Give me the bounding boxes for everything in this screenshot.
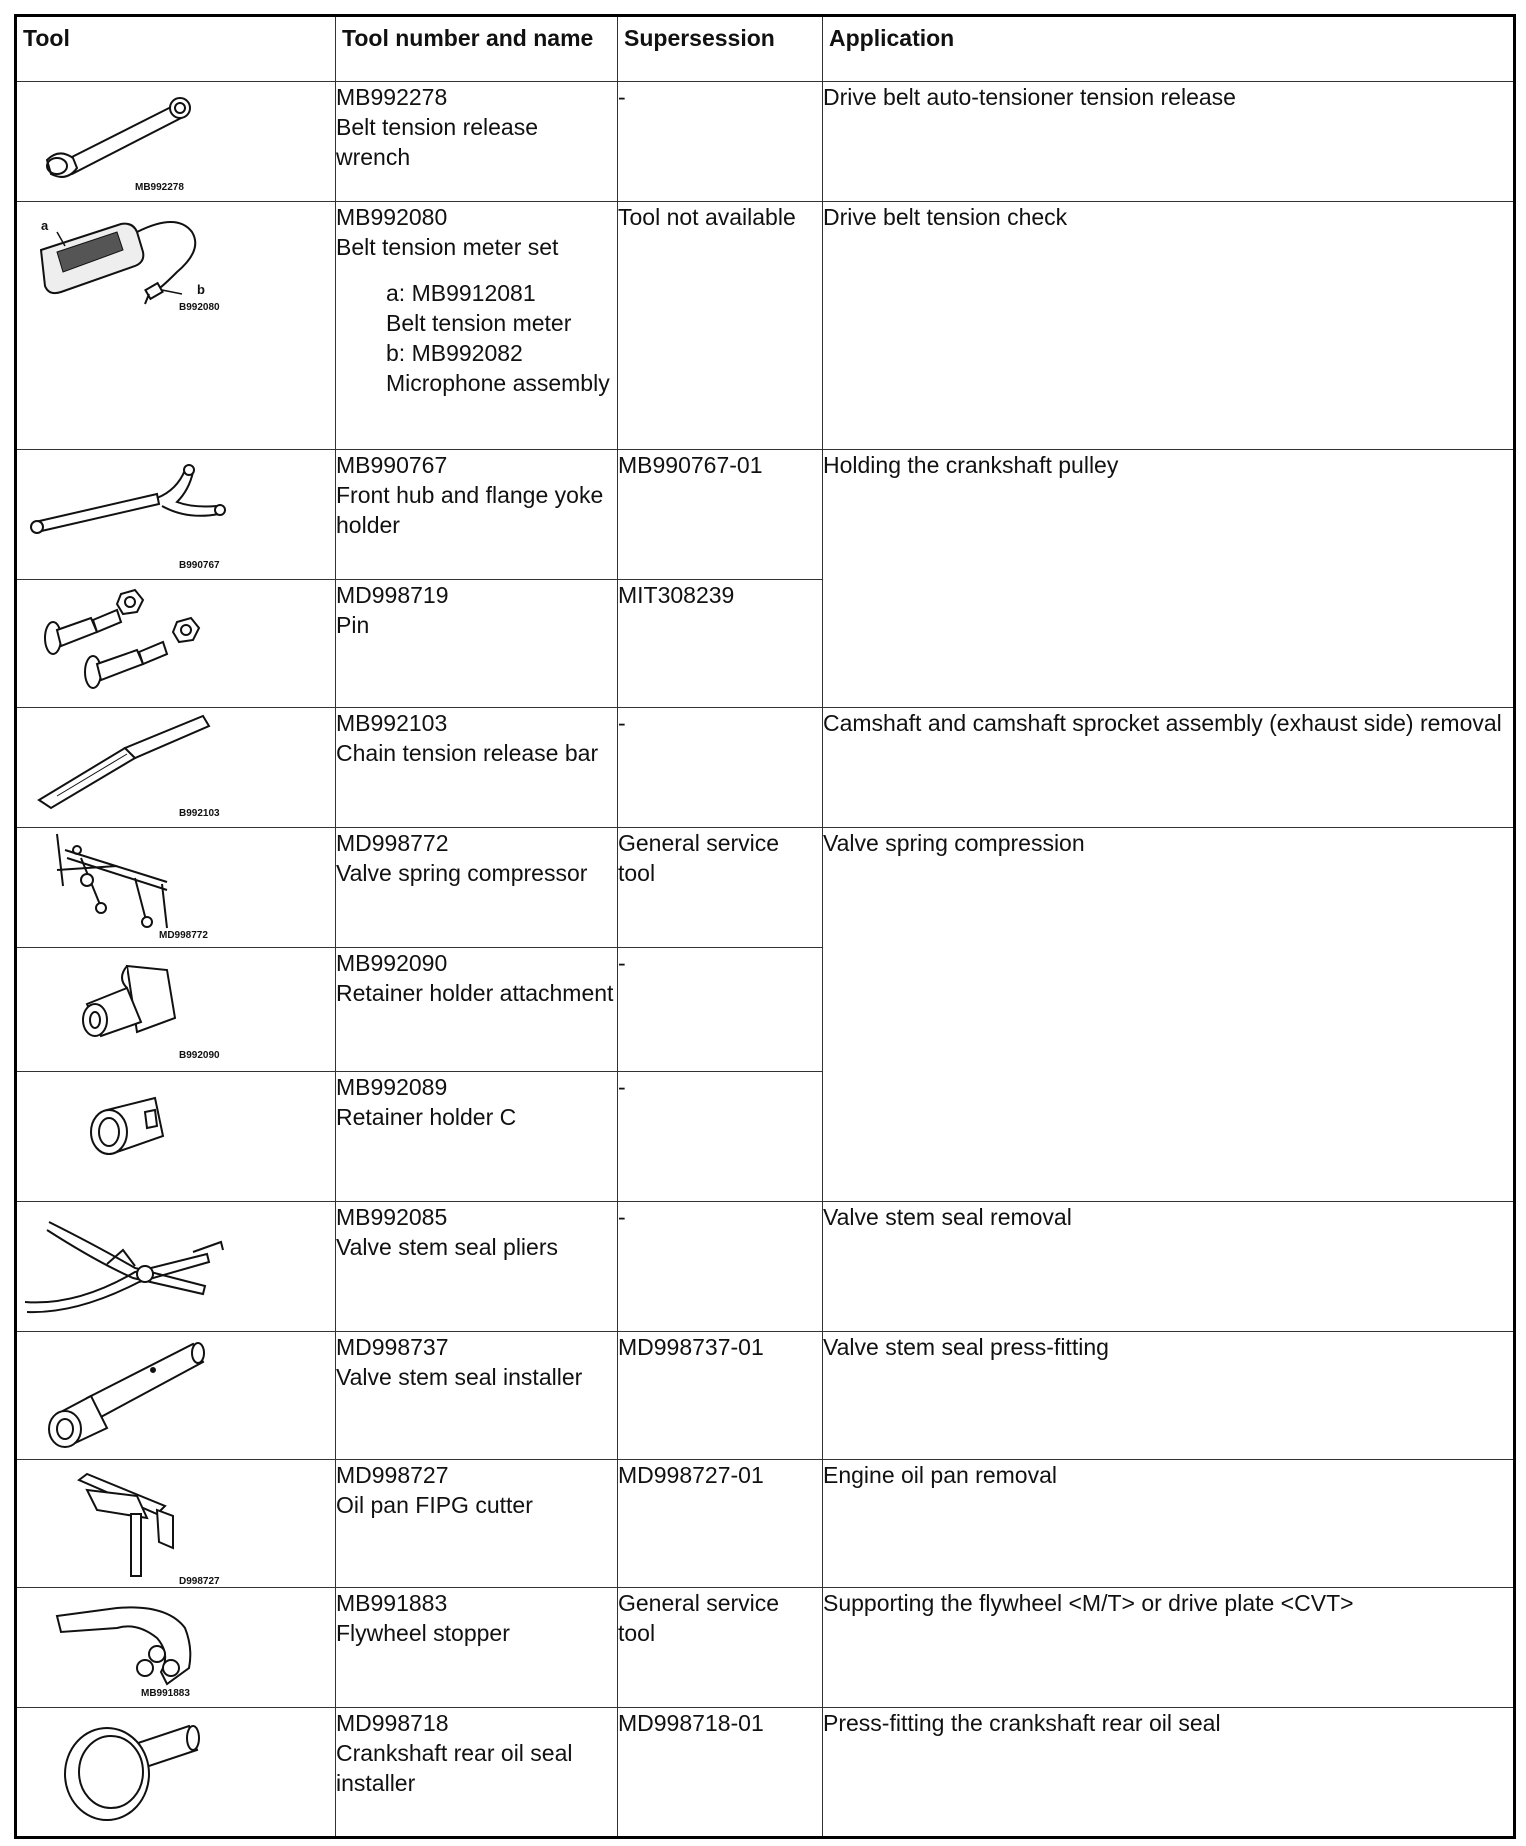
component-b-code: b: MB992082: [386, 340, 523, 366]
tool-image-cell: [16, 580, 336, 708]
application-cell: Valve stem seal press-fitting: [823, 1332, 1515, 1460]
flywheel-stopper-icon: [17, 1588, 217, 1698]
tool-number: MD998772: [336, 830, 449, 856]
chain-tension-release-bar-icon: [17, 708, 237, 818]
header-tool: Tool: [16, 16, 336, 82]
supersession-cell: -: [618, 1202, 823, 1332]
tool-image-cell: [16, 948, 336, 1072]
tool-image-cell: [16, 1460, 336, 1588]
retainer-holder-attachment-icon: [17, 948, 217, 1058]
tool-image-cell: [16, 1072, 336, 1202]
tool-number-and-name-cell: [336, 1708, 618, 1838]
table-row: [16, 1202, 1515, 1332]
special-tools-table: [14, 14, 1516, 1839]
application-cell: Engine oil pan removal: [823, 1460, 1515, 1588]
application-cell: Press-fitting the crankshaft rear oil seal: [823, 1708, 1515, 1838]
oil-seal-installer-icon: [17, 1708, 217, 1826]
application-cell: Drive belt auto-tensioner tension release: [823, 82, 1515, 202]
supersession-cell: -: [618, 708, 823, 828]
table-row: [16, 1708, 1515, 1838]
tool-number: MB992090: [336, 950, 448, 976]
tool-image-caption: B992090: [179, 1050, 220, 1061]
application-cell: Valve stem seal removal: [823, 1202, 1515, 1332]
tool-image-cell: [16, 828, 336, 948]
tool-name: Valve stem seal pliers: [336, 1234, 558, 1260]
tool-number-and-name-cell: [336, 202, 618, 450]
tool-number: MB992080: [336, 204, 448, 230]
table-row: [16, 828, 1515, 948]
valve-stem-seal-pliers-icon: [17, 1202, 237, 1322]
tool-number: MB990767: [336, 452, 448, 478]
tool-image-caption: MB991883: [141, 1688, 190, 1699]
tool-image-cell: [16, 1708, 336, 1838]
tool-number-and-name-cell: [336, 708, 618, 828]
tool-number-and-name-cell: [336, 1460, 618, 1588]
tool-name: Belt tension release wrench: [336, 114, 539, 170]
supersession-cell: MD998737-01: [618, 1332, 823, 1460]
tool-name: Valve stem seal installer: [336, 1364, 583, 1390]
oil-pan-cutter-icon: [17, 1460, 217, 1578]
application-cell: Supporting the flywheel <M/T> or drive plate <CVT>: [823, 1588, 1515, 1708]
tool-number-and-name-cell: [336, 1202, 618, 1332]
tool-name: Chain tension release bar: [336, 740, 599, 766]
tool-number: MD998718: [336, 1710, 449, 1736]
yoke-holder-icon: [17, 450, 247, 560]
table-row: [16, 708, 1515, 828]
tool-number-and-name-cell: [336, 828, 618, 948]
tool-number-and-name-cell: [336, 1072, 618, 1202]
component-a-code: a: MB9912081: [386, 280, 536, 306]
supersession-cell: -: [618, 948, 823, 1072]
header-tool-number-and-name: Tool number and name: [336, 16, 618, 82]
table-row: [16, 450, 1515, 580]
supersession-cell: General service tool: [618, 828, 823, 948]
tool-image-caption: MB992278: [135, 182, 184, 193]
valve-spring-compressor-icon: [17, 828, 217, 940]
tool-number: MB991883: [336, 1590, 448, 1616]
tool-number: MD998727: [336, 1462, 449, 1488]
tool-number: MB992278: [336, 84, 448, 110]
tool-image-cell: [16, 708, 336, 828]
pin-icon: [17, 580, 217, 698]
supersession-cell: MD998727-01: [618, 1460, 823, 1588]
supersession-cell: MIT308239: [618, 580, 823, 708]
tool-image-cell: [16, 450, 336, 580]
valve-stem-seal-installer-icon: [17, 1332, 237, 1450]
application-cell: Holding the crankshaft pulley: [823, 450, 1515, 708]
table-row: [16, 202, 1515, 450]
component-a-name: Belt tension meter: [386, 310, 572, 336]
supersession-cell: -: [618, 1072, 823, 1202]
tool-image-cell: [16, 82, 336, 202]
tool-number-and-name-cell: [336, 1588, 618, 1708]
header-supersession: Supersession: [618, 16, 823, 82]
tool-number-and-name-cell: [336, 948, 618, 1072]
tool-image-cell: [16, 1332, 336, 1460]
supersession-cell: General service tool: [618, 1588, 823, 1708]
tool-number-and-name-cell: [336, 82, 618, 202]
tool-number: MB992089: [336, 1074, 448, 1100]
tool-name: Retainer holder attachment: [336, 980, 614, 1006]
table-row: [16, 1460, 1515, 1588]
tool-image-cell: [16, 1588, 336, 1708]
belt-tension-release-wrench-icon: [17, 82, 217, 192]
tool-name: Flywheel stopper: [336, 1620, 510, 1646]
table-row: [16, 1332, 1515, 1460]
tool-number: MD998719: [336, 582, 449, 608]
supersession-cell: Tool not available: [618, 202, 823, 450]
tool-name: Front hub and flange yoke holder: [336, 482, 604, 538]
tool-name: Pin: [336, 612, 370, 638]
tool-name: Retainer holder C: [336, 1104, 517, 1130]
tool-number: MB992103: [336, 710, 448, 736]
tool-image-caption: B992080: [179, 302, 220, 313]
tool-image-caption: MD998772: [159, 930, 208, 941]
supersession-cell: -: [618, 82, 823, 202]
tool-number-and-name-cell: [336, 450, 618, 580]
tool-number: MD998737: [336, 1334, 449, 1360]
tool-name: Belt tension meter set: [336, 234, 559, 260]
callout-label-b: b: [197, 282, 205, 297]
application-cell: Valve spring compression: [823, 828, 1515, 1202]
tool-image-cell: [16, 202, 336, 450]
tool-name: Crankshaft rear oil seal installer: [336, 1740, 573, 1796]
tool-number-and-name-cell: [336, 1332, 618, 1460]
tool-number-and-name-cell: [336, 580, 618, 708]
retainer-holder-c-icon: [17, 1072, 217, 1182]
supersession-cell: MD998718-01: [618, 1708, 823, 1838]
application-cell: Drive belt tension check: [823, 202, 1515, 450]
tool-name: Valve spring compressor: [336, 860, 588, 886]
table-row: [16, 1588, 1515, 1708]
tool-image-caption: B990767: [179, 560, 220, 571]
tool-name: Oil pan FIPG cutter: [336, 1492, 533, 1518]
component-b-name: Microphone assembly: [386, 370, 610, 396]
table-row: [16, 82, 1515, 202]
application-cell: Camshaft and camshaft sprocket assembly (exhaust side) removal: [823, 708, 1515, 828]
tool-image-caption: D998727: [179, 1576, 220, 1587]
header-application: Application: [823, 16, 1515, 82]
supersession-cell: MB990767-01: [618, 450, 823, 580]
callout-label-a: a: [41, 218, 49, 233]
tool-image-caption: B992103: [179, 808, 220, 819]
header-row: [16, 16, 1515, 82]
tool-image-cell: [16, 1202, 336, 1332]
tool-number: MB992085: [336, 1204, 448, 1230]
